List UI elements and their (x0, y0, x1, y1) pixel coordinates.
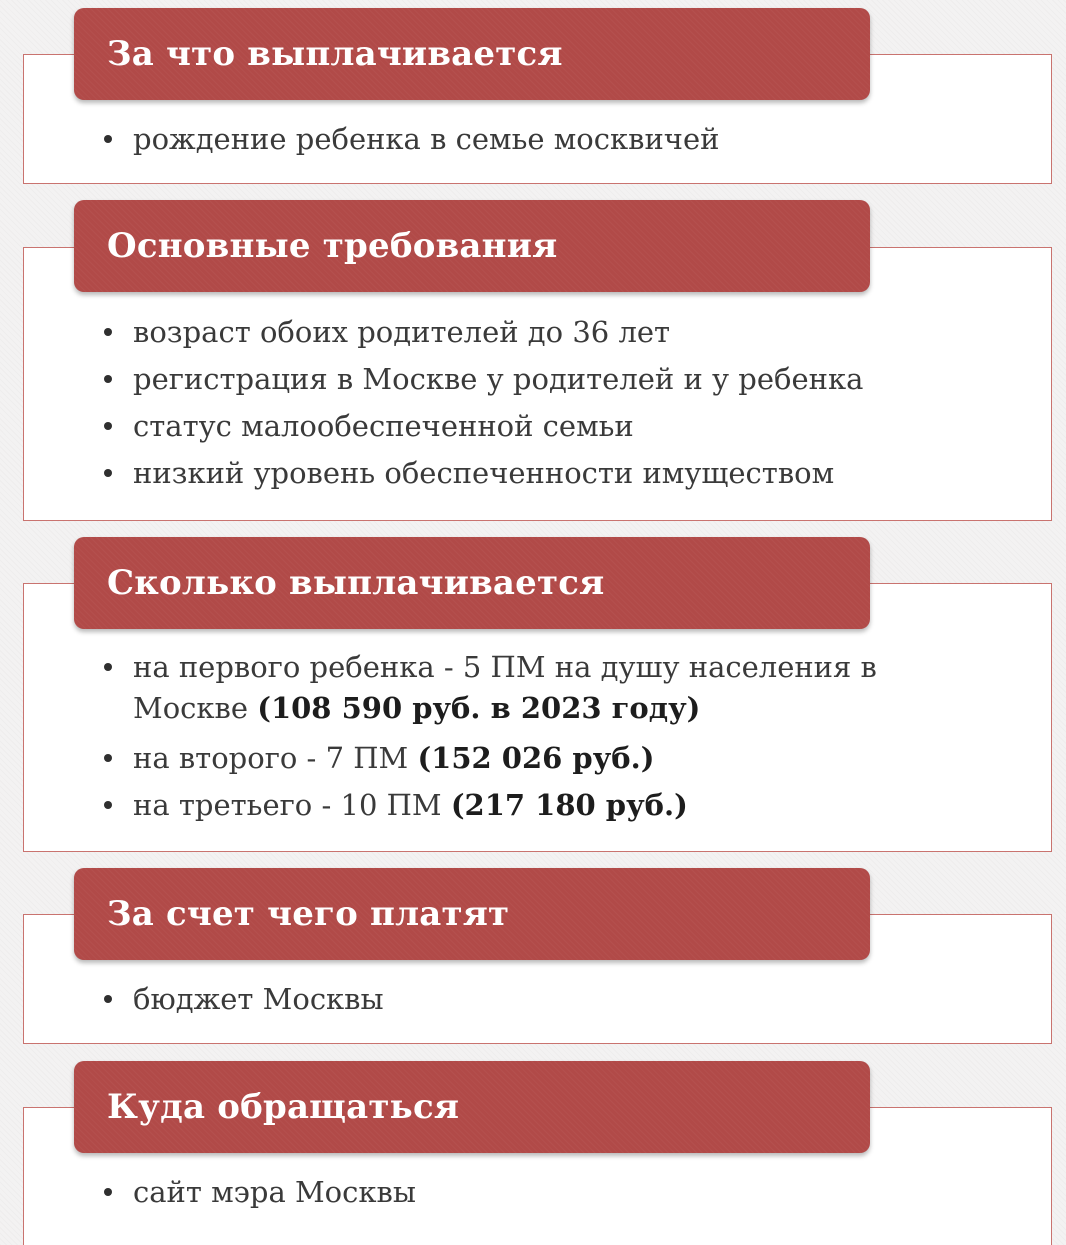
list-item (100, 309, 1000, 356)
bullet-icon (104, 422, 112, 430)
list-item (100, 403, 1000, 450)
item-text: на третьего - 10 ПМ (133, 788, 442, 822)
bullet-icon (104, 375, 112, 383)
bullet-list (100, 116, 1000, 163)
item-text: сайт мэра Москвы (133, 1175, 416, 1209)
bullet-icon (104, 328, 112, 336)
item-text: бюджет Москвы (133, 982, 384, 1016)
list-item (100, 356, 1000, 403)
bullet-list (100, 1169, 1000, 1216)
list-item (100, 976, 1000, 1023)
item-text: возраст обоих родителей до 36 лет (133, 315, 671, 349)
list-item (100, 647, 930, 729)
section-header (74, 1061, 870, 1153)
item-text: на второго - 7 ПМ (133, 741, 409, 775)
bullet-icon (104, 135, 112, 143)
item-amount: (217 180 руб.) (450, 788, 688, 822)
list-item (100, 782, 930, 829)
item-text: на первого ребенка - 5 ПМ на душу населения в Москве (133, 650, 877, 725)
section-title: Сколько выплачивается (107, 563, 605, 603)
section-title: За счет чего платят (107, 894, 510, 934)
bullet-list (100, 647, 930, 829)
item-amount: (108 590 руб. в 2023 году) (257, 691, 701, 725)
section-header (74, 200, 870, 292)
list-item (100, 1169, 1000, 1216)
list-item (100, 116, 1000, 163)
bullet-list (100, 976, 1000, 1023)
section-title: Куда обращаться (107, 1087, 460, 1127)
item-text: статус малообеспеченной семьи (133, 409, 634, 443)
bullet-icon (104, 469, 112, 477)
item-text: рождение ребенка в семье москвичей (133, 122, 720, 156)
item-amount: (152 026 руб.) (417, 741, 655, 775)
bullet-icon (104, 1188, 112, 1196)
section-title: Основные требования (107, 226, 558, 266)
section-header (74, 8, 870, 100)
bullet-icon (104, 754, 112, 762)
bullet-list (100, 309, 1000, 497)
item-text: регистрация в Москве у родителей и у ребенка (133, 362, 864, 396)
section-header (74, 537, 870, 629)
list-item (100, 450, 1000, 497)
bullet-icon (104, 801, 112, 809)
bullet-icon (104, 663, 112, 671)
list-item (100, 735, 930, 782)
bullet-icon (104, 995, 112, 1003)
section-title: За что выплачивается (107, 34, 563, 74)
section-header (74, 868, 870, 960)
item-text: низкий уровень обеспеченности имуществом (133, 456, 835, 490)
